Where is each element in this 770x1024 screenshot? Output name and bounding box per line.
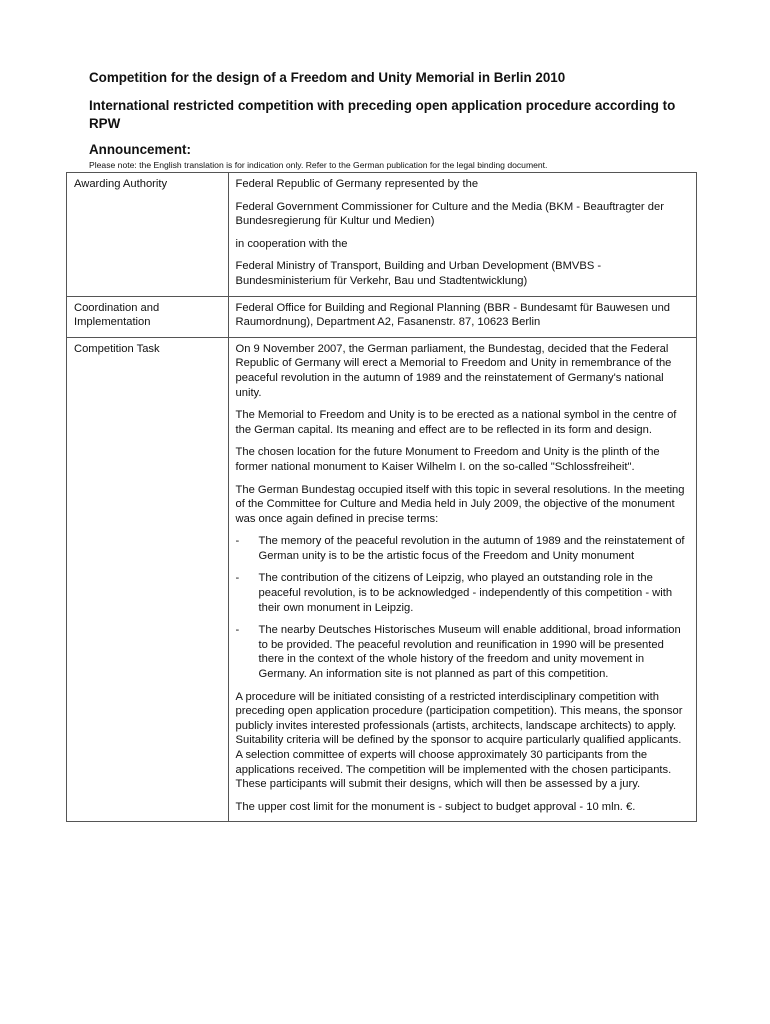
bullet-text: The memory of the peaceful revolution in the autumn of 1989 and the reinstatement of German unity is to be the artistic focus of the Freedom and Unity monument [258, 535, 685, 562]
row-content-competition-task [228, 337, 696, 822]
table-row-coordination [67, 296, 697, 337]
table-row-competition-task [67, 337, 697, 822]
translation-note: Please note: the English translation is for indication only. Refer to the German publication for the legal binding document. [89, 160, 548, 170]
row-label-awarding-authority: Awarding Authority [67, 173, 229, 297]
paragraph: The German Bundestag occupied itself with this topic in several resolutions. In the meeting of the Committee for Culture and Media held in July 2009, the objective of the monument was once again defined in precise terms: [235, 483, 685, 525]
paragraph: Federal Office for Building and Regional Planning (BBR - Bundesamt für Bauwesen und Raumordnung), Department A2, Fasanenstr. 87, 10623 Berlin [235, 301, 671, 329]
document-title: Competition for the design of a Freedom and Unity Memorial in Berlin 2010 [89, 70, 566, 85]
announcement-heading: Announcement: [89, 142, 191, 157]
table-row-awarding-authority [67, 173, 697, 297]
bullet-item [236, 571, 689, 615]
paragraph: The chosen location for the future Monument to Freedom and Unity is the plinth of the former national monument to Kaiser Wilhelm I. on the so-called "Schlossfreiheit". [235, 446, 660, 473]
bullet-text: The nearby Deutsches Historisches Museum will enable additional, broad information to be provided. The peaceful revolution and reunification in 1990 will be presented there in the context of the whole history of the freedom and unity movement in Germany. An information site is not planned as part of this competition. [258, 624, 681, 681]
row-label-competition-task: Competition Task [67, 337, 229, 822]
row-label-coordination: Coordination and Implementation [67, 296, 229, 337]
paragraph: in cooperation with the [235, 237, 348, 250]
bullet-text: The contribution of the citizens of Leipzig, who played an outstanding role in the peaceful revolution, is to be acknowledged - independently of this competition - with their own monument in Leipzig. [258, 572, 673, 614]
row-content-coordination [228, 296, 696, 337]
announcement-table [66, 172, 697, 822]
paragraph: Federal Government Commissioner for Culture and the Media (BKM - Beauftragter der Bundesregierung für Kultur und Medien) [235, 200, 664, 228]
paragraph: On 9 November 2007, the German parliament, the Bundestag, decided that the Federal Republic of Germany will erect a Memorial to Freedom and Unity in remembrance of the peaceful revolution in the autumn of 1989 and the reinstatement of Germany's national unity. [235, 342, 672, 399]
document-subtitle: International restricted competition with preceding open application procedure according to RPW [89, 98, 676, 131]
paragraph: The Memorial to Freedom and Unity is to be erected as a national symbol in the centre of the German capital. Its meaning and effect are to be reflected in its form and design. [235, 409, 677, 436]
bullet-marker: - [235, 535, 240, 548]
row-content-awarding-authority [228, 173, 696, 297]
bullet-item [236, 623, 689, 681]
paragraph: A procedure will be initiated consisting of a restricted interdisciplinary competition with preceding open application procedure (participation competition). This means, the sponsor publicly invites interested professionals (artists, architects, landscape architects) to apply. Suitability criteria will be defined by the sponsor to acquire particularly qualified applicants. A selection committee of experts will choose approximately 30 participants from the applications received. The competition will be implemented with the chosen participants. These participants will submit their designs, which will then be assessed by a jury. [235, 690, 683, 791]
paragraph: Federal Republic of Germany represented by the [235, 178, 479, 190]
bullet-item [236, 534, 689, 563]
bullet-marker: - [235, 624, 240, 637]
paragraph: The upper cost limit for the monument is - subject to budget approval - 10 mln. €. [235, 800, 636, 813]
paragraph: Federal Ministry of Transport, Building and Urban Development (BMVBS - Bundesministerium für Verkehr, Bau und Stadtentwicklung) [235, 260, 602, 287]
bullet-marker: - [235, 572, 240, 585]
